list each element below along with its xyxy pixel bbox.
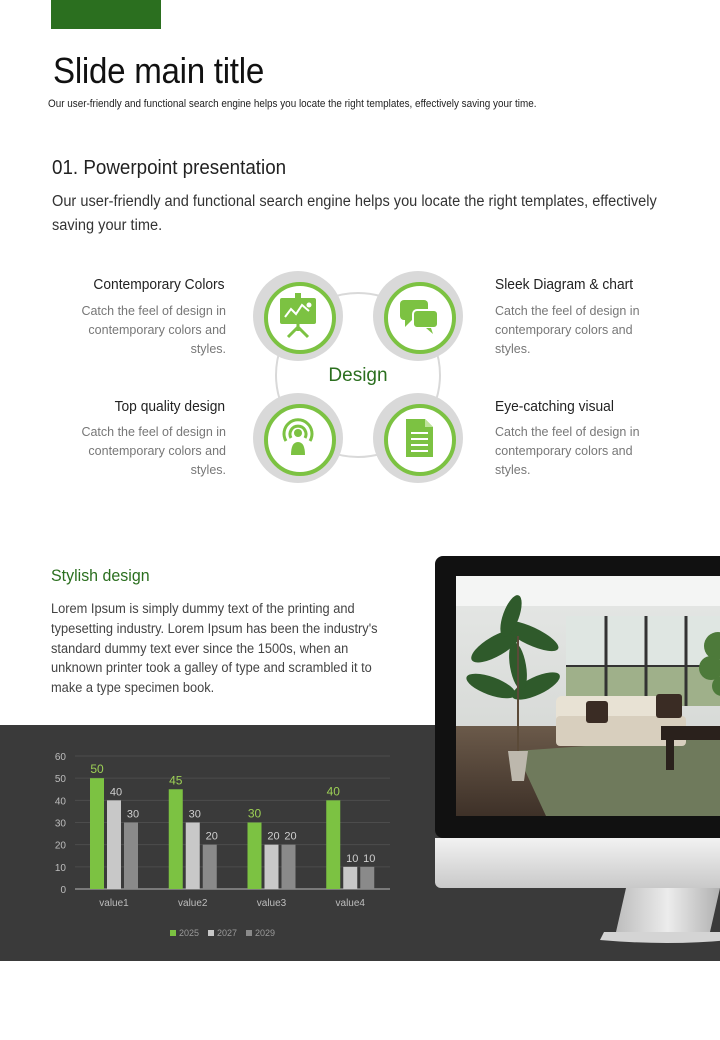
- monitor-stand: [598, 888, 720, 946]
- feature-title-sleek-diagram: Sleek Diagram & chart: [495, 276, 634, 293]
- document-icon: [373, 393, 463, 483]
- broadcast-user-icon: [253, 393, 343, 483]
- page-title: Slide main title: [53, 50, 264, 91]
- legend-swatch: [170, 930, 176, 936]
- y-tick-label: 0: [60, 885, 66, 896]
- y-tick-label: 30: [54, 818, 66, 830]
- feature-title-eye-catching: Eye-catching visual: [495, 398, 614, 415]
- bar: [107, 800, 121, 889]
- feature-ring-sleek-diagram: [373, 271, 463, 361]
- x-tick-label: value2: [178, 898, 208, 909]
- x-tick-label: value1: [99, 898, 129, 909]
- section-heading: 01. Powerpoint presentation: [52, 157, 287, 179]
- feature-body-top-quality: Catch the feel of design in contemporary colors and styles.: [81, 425, 226, 477]
- feature-title-top-quality: Top quality design: [114, 398, 225, 415]
- data-label: 10: [363, 852, 376, 865]
- monitor-chin: [435, 838, 720, 888]
- data-label: 45: [169, 773, 183, 788]
- y-tick-label: 40: [54, 796, 66, 808]
- data-label: 30: [247, 806, 262, 821]
- data-label: 30: [188, 808, 201, 821]
- legend-entry: 2025: [179, 928, 200, 938]
- bar: [343, 867, 357, 889]
- x-tick-label: value3: [256, 898, 287, 909]
- stylish-body: Lorem Ipsum is simply dummy text of the printing and typesetting industry. Lorem Ipsum has been the industry's standard dummy text ever since the 1500s, when an unknown printer took a galley of type and scrambled it to make a type specimen book.: [51, 601, 378, 696]
- bar: [124, 823, 138, 890]
- stylish-heading: Stylish design: [51, 566, 150, 585]
- y-tick-label: 50: [54, 774, 66, 786]
- data-label: 50: [90, 762, 104, 777]
- feature-ring-contemporary-colors: [253, 271, 343, 361]
- bar: [248, 823, 262, 890]
- design-hub-label: Design: [328, 365, 388, 386]
- bar: [282, 845, 296, 889]
- data-label: 40: [109, 786, 123, 799]
- legend-swatch: [246, 930, 252, 936]
- feature-body-contemporary-colors: Catch the feel of design in contemporary colors and styles.: [81, 304, 226, 356]
- legend-swatch: [208, 930, 214, 936]
- x-tick-label: value4: [335, 898, 365, 909]
- bar: [360, 867, 374, 889]
- data-label: 20: [205, 830, 218, 843]
- bar: [203, 845, 217, 889]
- section-body: Our user-friendly and functional search engine helps you locate the right templates, effectively saving your time.: [52, 193, 657, 234]
- data-label: 20: [267, 830, 280, 843]
- bar-chart: [0, 725, 430, 961]
- chat-bubbles-icon: [373, 271, 463, 361]
- top-accent-bar: [51, 0, 161, 29]
- data-label: 30: [126, 808, 140, 821]
- legend-entry: 2029: [255, 928, 276, 938]
- feature-ring-eye-catching: [373, 393, 463, 483]
- bar: [169, 789, 183, 889]
- feature-body-eye-catching: Catch the feel of design in contemporary colors and styles.: [495, 425, 640, 477]
- page-subtitle: Our user-friendly and functional search engine helps you locate the right templates, effectively saving your time.: [48, 98, 537, 110]
- data-label: 10: [346, 852, 359, 865]
- bar: [90, 778, 104, 889]
- feature-title-contemporary-colors: Contemporary Colors: [93, 276, 225, 293]
- bar: [186, 823, 200, 890]
- bar: [265, 845, 279, 889]
- data-label: 40: [326, 784, 340, 799]
- y-tick-label: 20: [54, 840, 66, 852]
- living-room-photo: [456, 576, 720, 816]
- feature-body-sleek-diagram: Catch the feel of design in contemporary colors and styles.: [495, 304, 640, 356]
- legend-entry: 2027: [217, 928, 238, 938]
- monitor-screen-photo: [456, 576, 720, 816]
- feature-ring-top-quality: [253, 393, 343, 483]
- bar: [326, 800, 340, 889]
- data-label: 20: [284, 830, 297, 843]
- y-tick-label: 60: [54, 752, 66, 763]
- y-tick-label: 10: [54, 862, 66, 874]
- presentation-board-icon: [253, 271, 343, 361]
